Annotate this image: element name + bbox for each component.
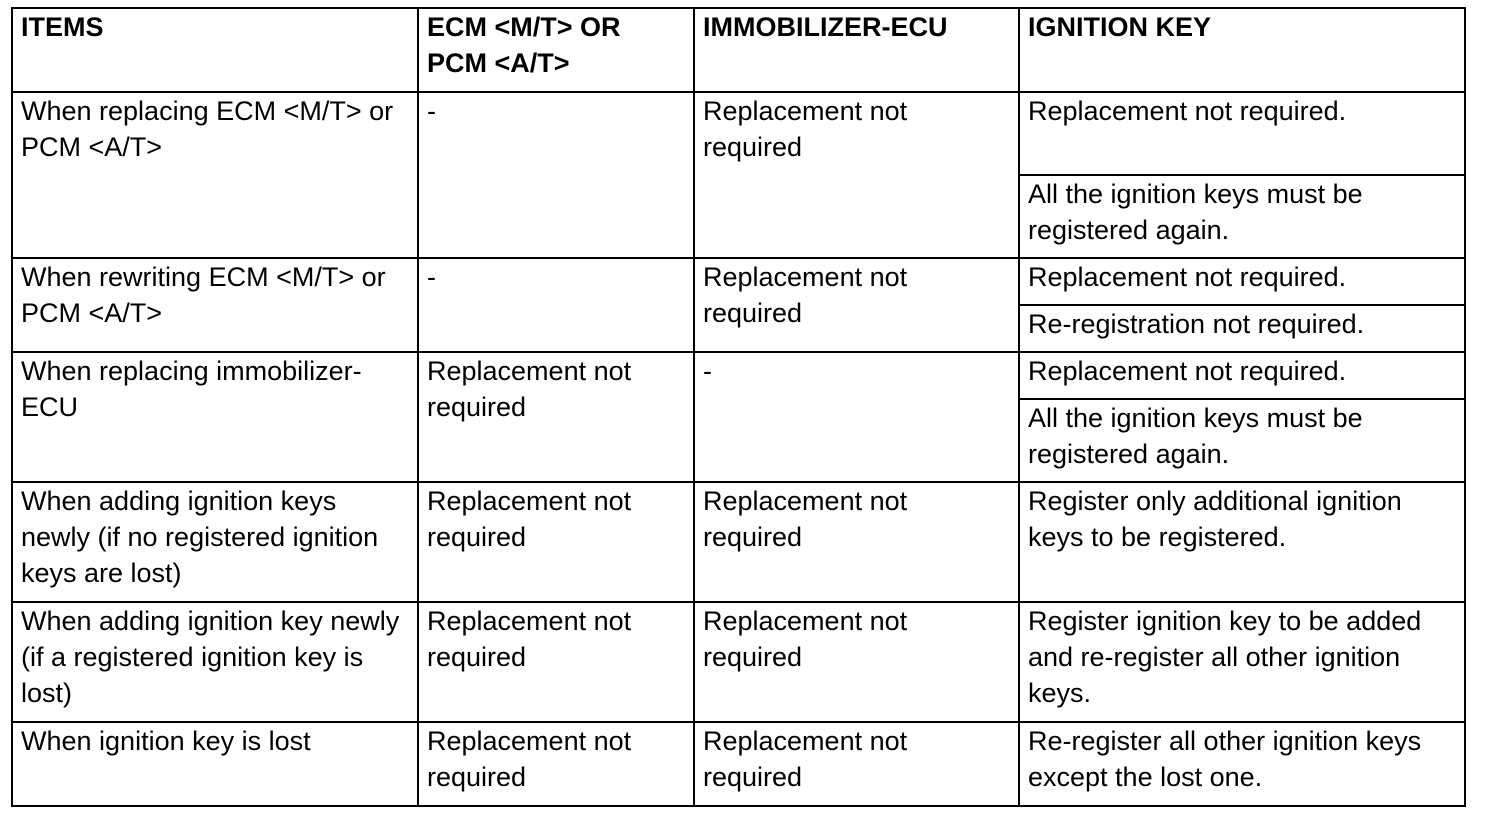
ignition-key-cell: Re-register all other ignition keys except the lost one.	[1019, 722, 1465, 806]
item-cell: When rewriting ECM <M/T> or PCM <A/T>	[12, 258, 418, 352]
header-row	[12, 8, 1465, 92]
immobilizer-cell: Replacement not required	[694, 92, 1019, 258]
ecm-cell: Replacement not required	[418, 352, 694, 482]
header-ecm-pcm: ECM <M/T> OR PCM <A/T>	[418, 8, 694, 92]
ignition-key-cell: All the ignition keys must be registered again.	[1019, 399, 1465, 482]
table-row	[12, 92, 1465, 175]
ignition-key-cell: Replacement not required.	[1019, 352, 1465, 399]
immobilizer-cell: Replacement not required	[694, 482, 1019, 602]
ignition-key-cell: All the ignition keys must be registered again.	[1019, 175, 1465, 258]
header-items: ITEMS	[12, 8, 418, 92]
ignition-key-cell: Replacement not required.	[1019, 258, 1465, 305]
ignition-key-cell: Re-registration not required.	[1019, 305, 1465, 352]
item-cell: When replacing immobilizer-ECU	[12, 352, 418, 482]
ignition-key-cell: Register only additional ignition keys to be registered.	[1019, 482, 1465, 602]
table-row	[12, 352, 1465, 399]
immobilizer-cell: Replacement not required	[694, 258, 1019, 352]
ignition-key-cell: Register ignition key to be added and re-register all other ignition keys.	[1019, 602, 1465, 722]
header-ignition-key: IGNITION KEY	[1019, 8, 1465, 92]
ecm-cell: -	[418, 258, 694, 352]
table-row	[12, 482, 1465, 602]
table-row	[12, 722, 1465, 806]
item-cell: When replacing ECM <M/T> or PCM <A/T>	[12, 92, 418, 258]
item-cell: When adding ignition key newly (if a registered ignition key is lost)	[12, 602, 418, 722]
table-row	[12, 602, 1465, 722]
item-cell: When adding ignition keys newly (if no registered ignition keys are lost)	[12, 482, 418, 602]
immobilizer-cell: Replacement not required	[694, 722, 1019, 806]
ecm-cell: Replacement not required	[418, 602, 694, 722]
ecm-cell: Replacement not required	[418, 722, 694, 806]
ecm-cell: -	[418, 92, 694, 258]
table-row	[12, 258, 1465, 305]
immobilizer-cell: -	[694, 352, 1019, 482]
immobilizer-cell: Replacement not required	[694, 602, 1019, 722]
item-cell: When ignition key is lost	[12, 722, 418, 806]
ignition-key-cell: Replacement not required.	[1019, 92, 1465, 175]
header-immobilizer-ecu: IMMOBILIZER-ECU	[694, 8, 1019, 92]
ignition-key-table	[11, 7, 1466, 807]
ecm-cell: Replacement not required	[418, 482, 694, 602]
